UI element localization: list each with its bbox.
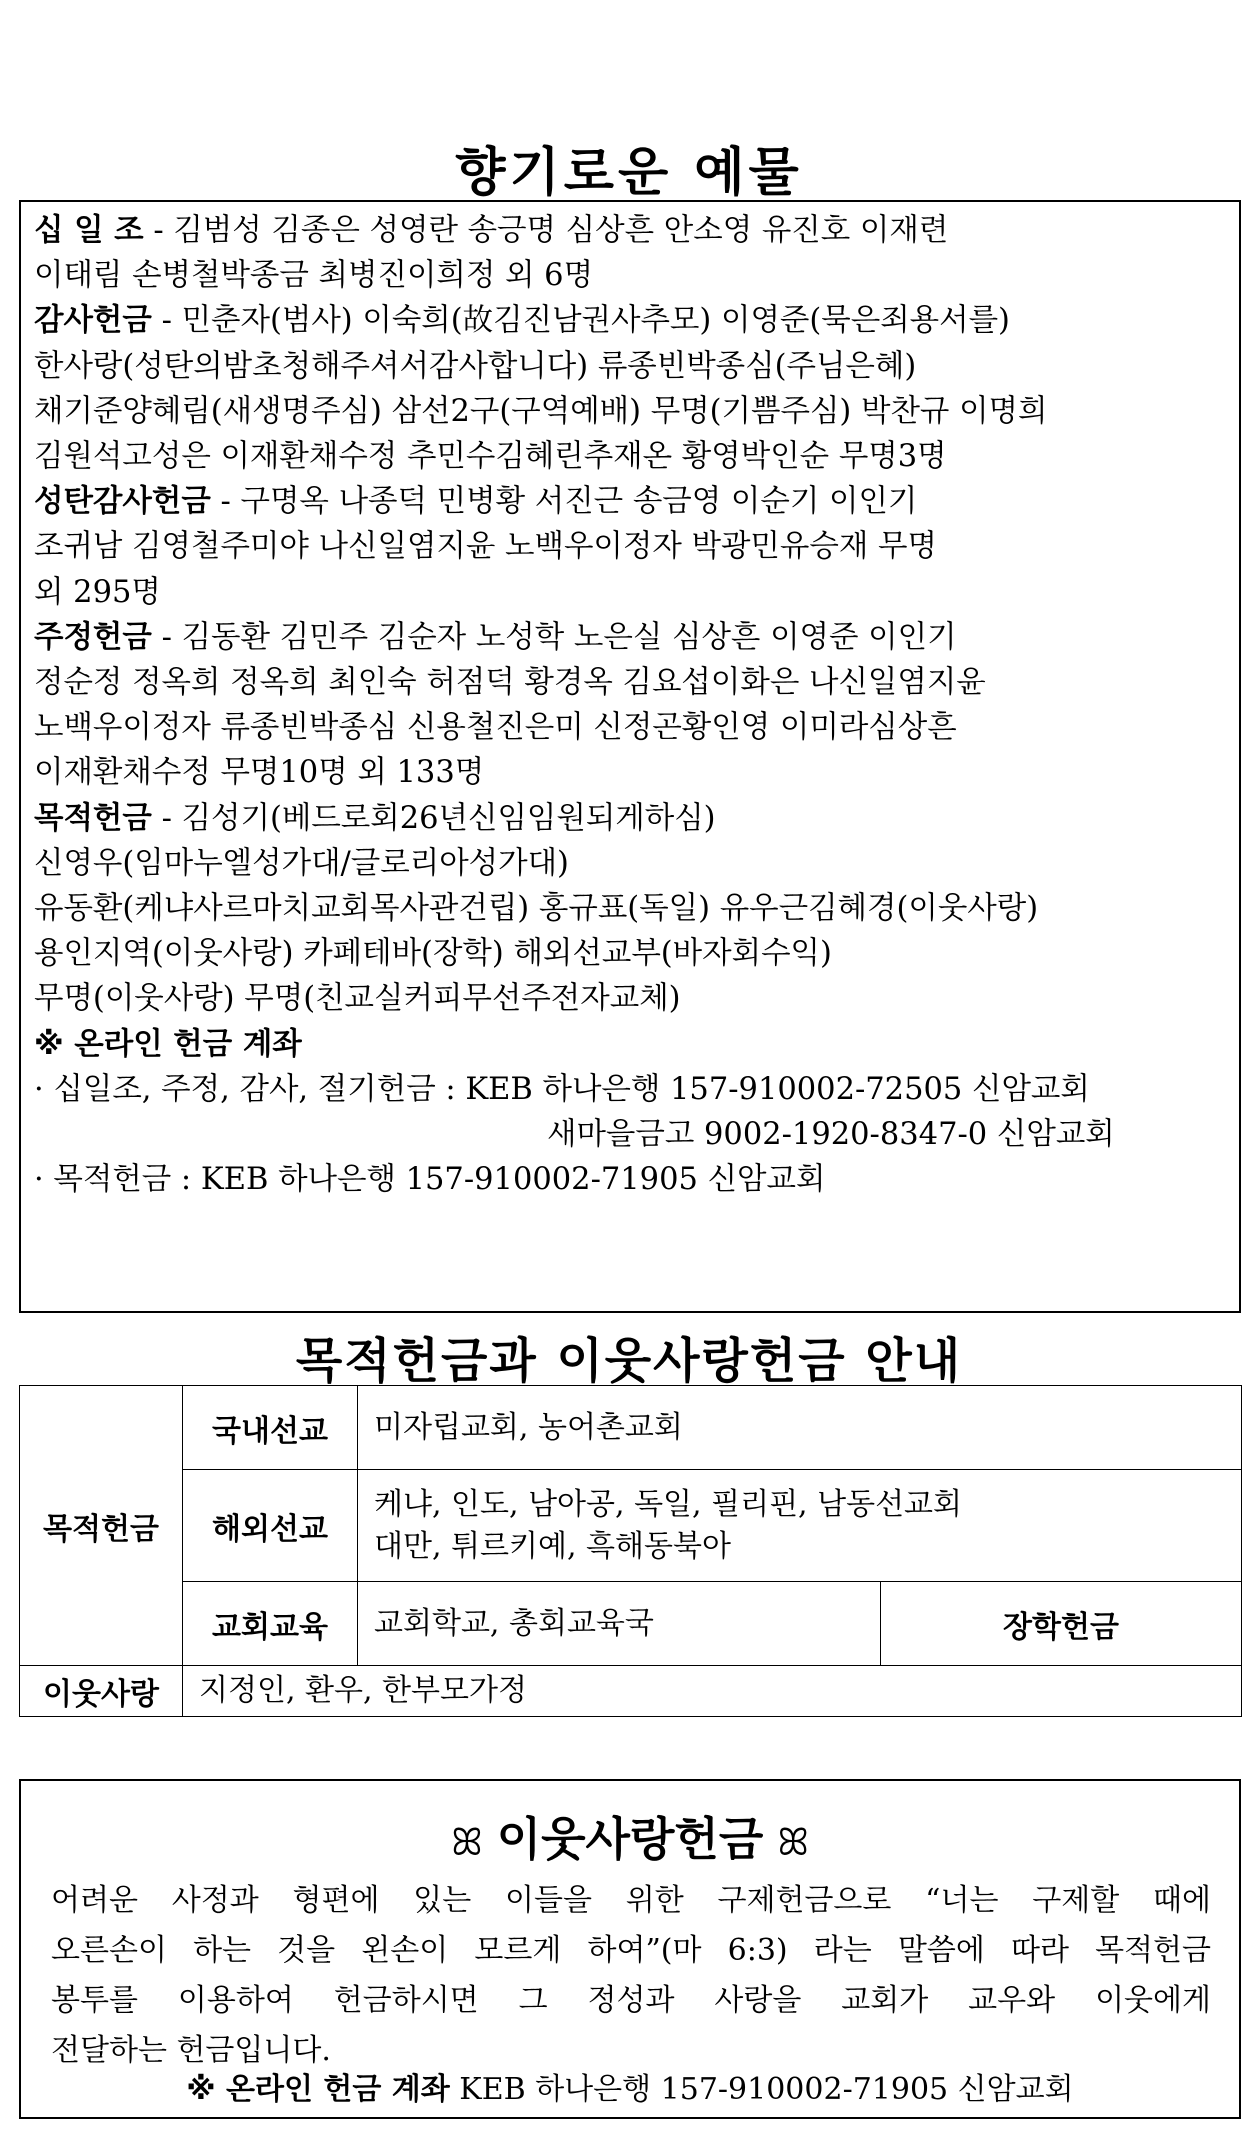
page-title: 향기로운 예물 <box>455 143 803 203</box>
tithe-line-2: 이태림 손병철박종금 최병진이희정 외 6명 <box>34 258 594 294</box>
domestic-mission-label: 국내선교 <box>183 1386 358 1470</box>
christmas-line-1 <box>34 479 1225 524</box>
neighbor-online-header: ※ 온라인 헌금 계좌 <box>186 2072 450 2107</box>
domestic-mission-value: 미자립교회, 농어촌교회 <box>358 1386 1242 1470</box>
thanks-header: 감사헌금 <box>34 303 152 339</box>
purpose-header: 목적헌금 <box>34 800 152 836</box>
description-line-4: 전달하는 헌금입니다. <box>51 2033 331 2068</box>
scholarship-label: 장학헌금 <box>881 1582 1242 1666</box>
thanks-line-3: 채기준양혜림(새생명주심) 삼선2구(구역예배) 무명(기쁨주심) 박찬규 이명희 <box>34 393 1048 429</box>
online-account-line-3: · 목적헌금 : KEB 하나은행 157-910002-71905 신암교회 <box>34 1162 826 1198</box>
guide-title: 목적헌금과 이웃사랑헌금 안내 <box>295 1333 963 1389</box>
thanks-names: - 민춘자(범사) 이숙희(故김진남권사추모) 이영준(묵은죄용서를) <box>161 303 1010 339</box>
weekly-line-2: 정순정 정옥희 정옥희 최인숙 허점덕 황경옥 김요섭이화은 나신일염지윤 <box>34 665 986 701</box>
online-account-header: ※ 온라인 헌금 계좌 <box>34 1026 302 1062</box>
neighbor-offering-box <box>19 1779 1241 2119</box>
weekly-line-3: 노백우이정자 류종빈박종심 신용철진은미 신정곤황인영 이미라심상흔 <box>34 710 957 746</box>
thanks-line-4: 김원석고성은 이재환채수정 추민수김혜린추재온 황영박인순 무명3명 <box>34 439 947 475</box>
neighbor-title-text: 이웃사랑헌금 <box>496 1812 764 1866</box>
purpose-line-1 <box>34 796 1225 841</box>
description-line-2: 오른손이 하는 것을 왼손이 모르게 하여”(마 6:3) 라는 말씀에 따라 목적헌금 <box>51 1933 1211 1968</box>
purpose-line-2: 신영우(임마누엘성가대/글로리아성가대) <box>34 845 569 881</box>
neighbor-online-number: KEB 하나은행 157-910002-71905 신암교회 <box>459 2072 1074 2107</box>
thanks-line-2: 한사랑(성탄의밤초청해주셔서감사합니다) 류종빈박종심(주님은혜) <box>34 348 917 384</box>
purpose-line-4: 용인지역(이웃사랑) 카페테바(장학) 해외선교부(바자회수익) <box>34 936 832 972</box>
overseas-mission-value <box>358 1470 1242 1582</box>
purpose-line-5: 무명(이웃사랑) 무명(친교실커피무선주전자교체) <box>34 981 681 1017</box>
neighbor-love-label: 이웃사랑 <box>20 1666 183 1717</box>
weekly-names: - 김동환 김민주 김순자 노성학 노은실 심상흔 이영준 이인기 <box>161 619 957 655</box>
ornament-right-icon: ꕤ <box>777 1820 809 1864</box>
neighbor-offering-title <box>21 1803 1239 1869</box>
overseas-line-1: 케냐, 인도, 남아공, 독일, 필리핀, 남동선교회 <box>374 1486 963 1522</box>
overseas-line-2: 대만, 튀르키예, 흑해동북아 <box>374 1528 731 1564</box>
description-line-3: 봉투를 이용하여 헌금하시면 그 정성과 사랑을 교회가 교우와 이웃에게 <box>51 1983 1211 2018</box>
neighbor-love-value: 지정인, 환우, 한부모가정 <box>183 1666 1242 1717</box>
online-account-line-2: 새마을금고 9002-1920-8347-0 신암교회 <box>547 1117 1115 1153</box>
weekly-line-4: 이재환채수정 무명10명 외 133명 <box>34 755 485 791</box>
tithe-names: - 김범성 김종은 성영란 송긍명 심상흔 안소영 유진호 이재련 <box>153 213 949 248</box>
purpose-names: - 김성기(베드로회26년신임임원되게하심) <box>161 800 716 836</box>
thanks-line-1 <box>34 298 1225 343</box>
christmas-line-3: 외 295명 <box>34 574 161 610</box>
neighbor-offering-description <box>51 1876 1211 2076</box>
overseas-mission-label: 해외선교 <box>183 1470 358 1582</box>
purpose-line-3: 유동환(케냐사르마치교회목사관건립) 홍규표(독일) 유우근김혜경(이웃사랑) <box>34 891 1039 927</box>
church-education-label: 교회교육 <box>183 1582 358 1666</box>
ornament-left-icon: ꕤ <box>451 1820 483 1864</box>
purpose-offering-label: 목적헌금 <box>20 1386 183 1666</box>
christmas-names: - 구명옥 나종덕 민병황 서진근 송금영 이순기 이인기 <box>220 484 918 520</box>
tithe-header: 십 일 조 <box>34 213 144 248</box>
church-education-value: 교회학교, 총회교육국 <box>358 1582 881 1666</box>
christmas-line-2: 조귀남 김영철주미야 나신일염지윤 노백우이정자 박광민유승재 무명 <box>34 529 937 565</box>
offering-list <box>19 200 1241 1313</box>
tithe-line-1 <box>34 208 1225 253</box>
online-account-line-1: · 십일조, 주정, 감사, 절기헌금 : KEB 하나은행 157-910002-72505 신암교회 <box>34 1071 1090 1107</box>
weekly-header: 주정헌금 <box>34 619 152 655</box>
neighbor-online-account <box>21 2064 1239 2108</box>
description-line-1: 어려운 사정과 형편에 있는 이들을 위한 구제헌금으로 “너는 구제할 때에 <box>51 1883 1211 1918</box>
christmas-header: 성탄감사헌금 <box>34 484 211 520</box>
weekly-line-1 <box>34 615 1225 660</box>
offering-guide-table <box>19 1385 1242 1717</box>
